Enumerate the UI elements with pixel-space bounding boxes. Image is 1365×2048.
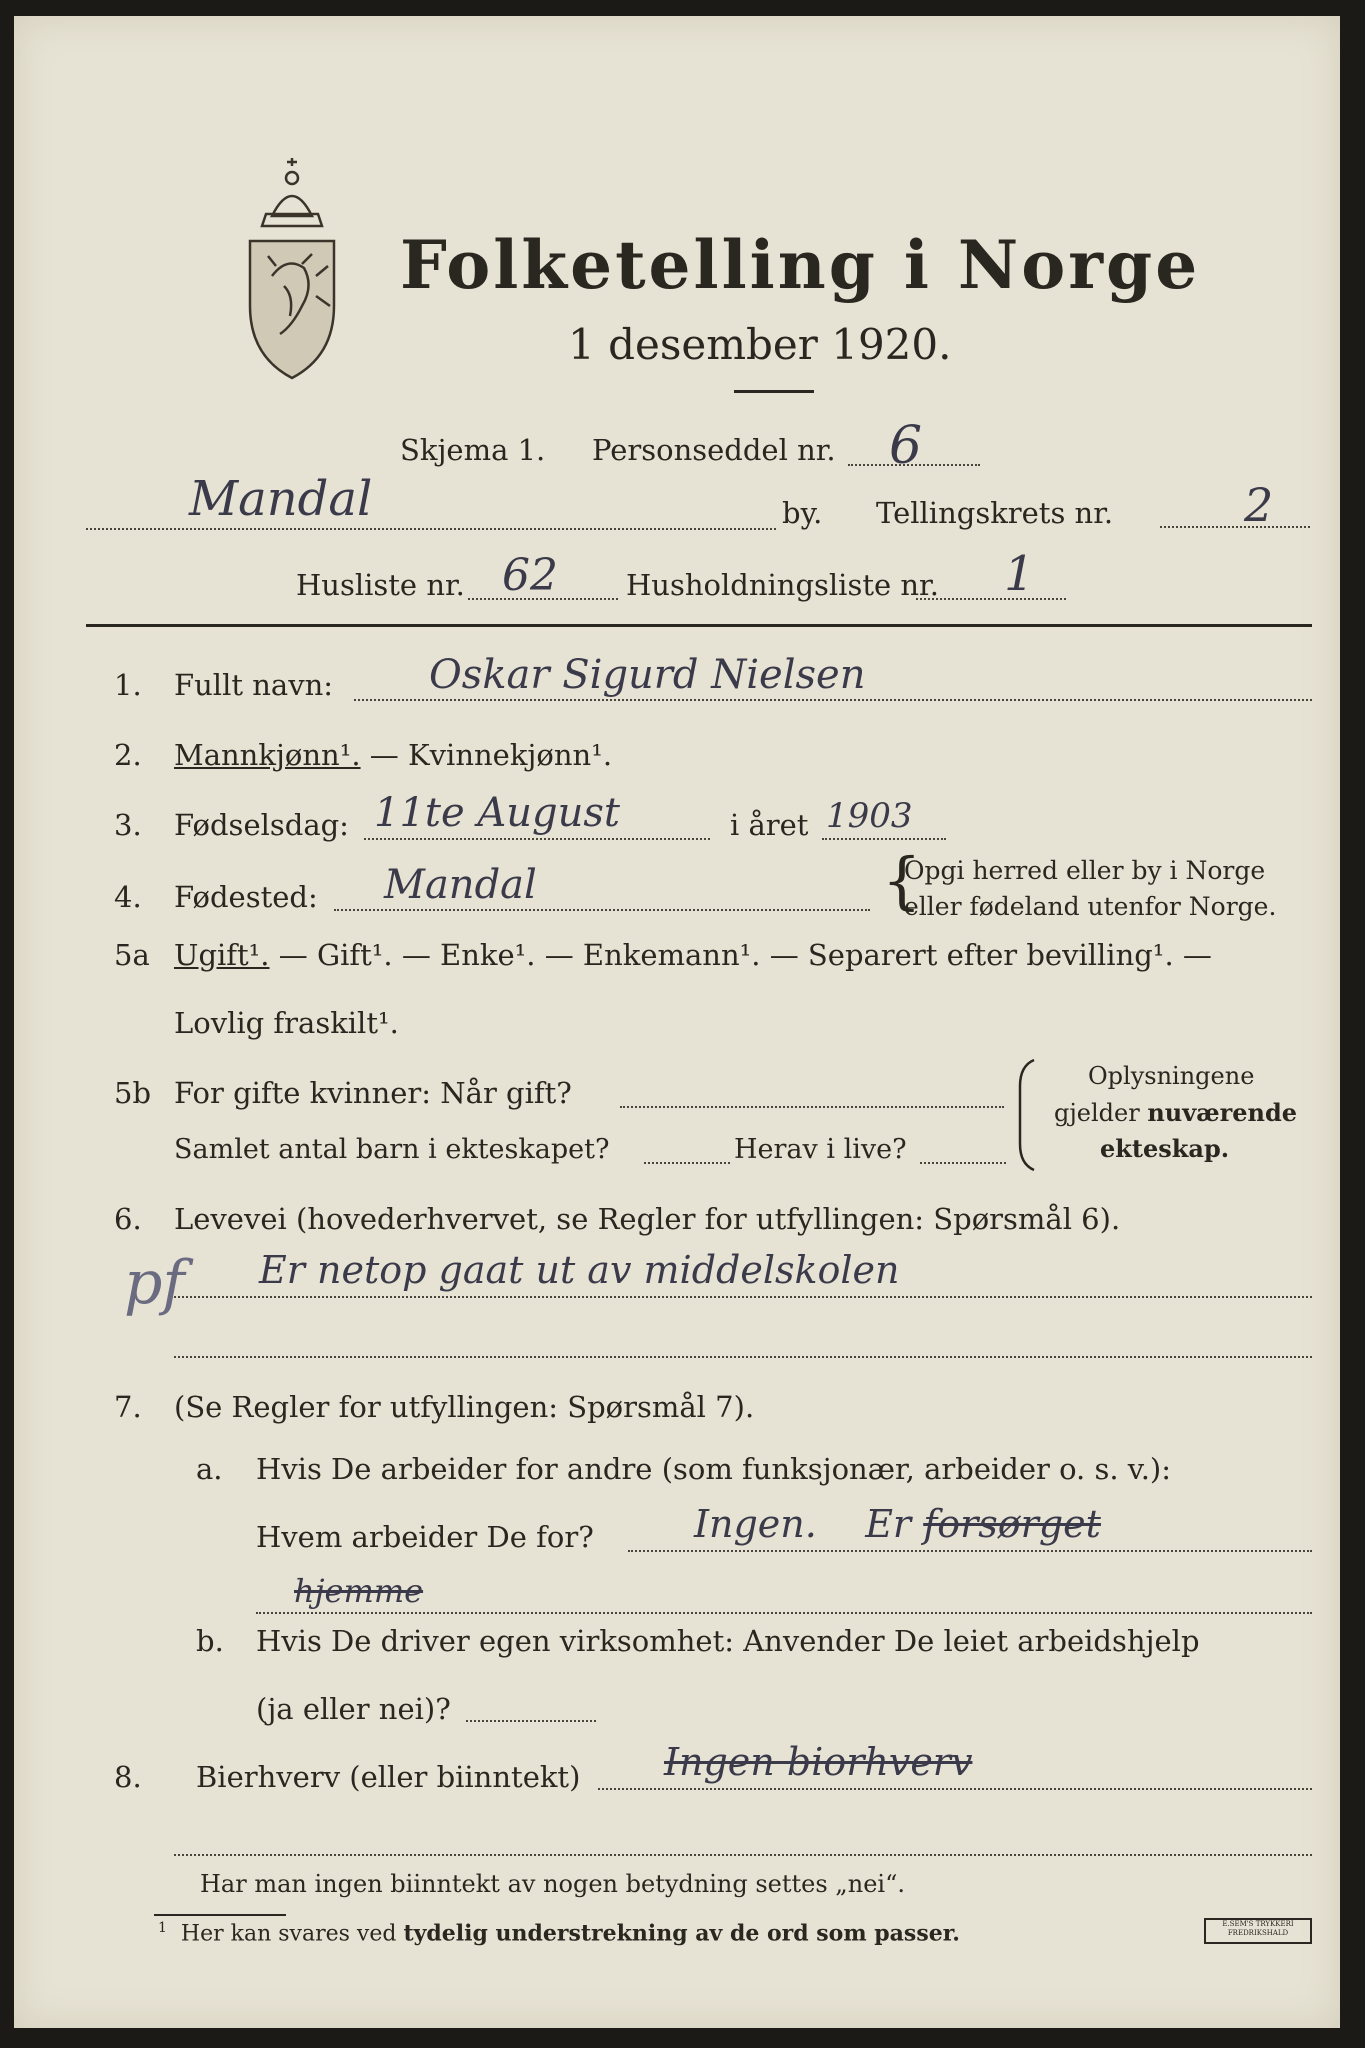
- husholdning-line: [916, 598, 1066, 600]
- q7b-number: b.: [196, 1624, 224, 1658]
- place-line: [86, 528, 776, 530]
- q5a-other-options[interactable]: — Gift¹. — Enke¹. — Enkemann¹. — Separert efter bevilling¹. —: [269, 938, 1212, 972]
- q7b-label-1: Hvis De driver egen virksomhet: Anvender De leiet arbeidshjelp: [256, 1624, 1200, 1658]
- q6-line-2: [174, 1356, 1312, 1358]
- q5b-alive-label: Herav i live?: [734, 1134, 907, 1165]
- q5a-ugift-option[interactable]: Ugift¹.: [174, 938, 270, 972]
- census-form: [14, 16, 1340, 2028]
- q1-line: [354, 699, 1312, 701]
- q6-value[interactable]: Er netop gaat ut av middelskolen: [259, 1248, 900, 1292]
- q5b-note-3: ekteskap.: [1100, 1134, 1230, 1163]
- q5b-married-label: For gifte kvinner: Når gift?: [174, 1076, 572, 1110]
- footnote: [158, 1920, 960, 1946]
- q3-year-line: [822, 838, 946, 840]
- footer-note: Har man ingen biinntekt av nogen betydning settes „nei“.: [200, 1870, 905, 1898]
- q7a-value-2[interactable]: hjemme: [294, 1572, 424, 1610]
- q5b-note-2: [1054, 1098, 1297, 1127]
- footnote-text-a: Her kan svares ved: [180, 1921, 404, 1947]
- q1-label: Fullt navn:: [174, 668, 334, 702]
- husholdning-label: Husholdningsliste nr.: [626, 568, 939, 602]
- q5b-note-2a: gjelder: [1054, 1099, 1148, 1127]
- q5b-alive-line: [920, 1162, 1006, 1164]
- form-title: Folketelling i Norge: [400, 226, 1201, 304]
- q3-day-value[interactable]: 11te August: [374, 790, 620, 836]
- q7b-label-2: (ja eller nei)?: [256, 1692, 451, 1726]
- q6-label: Levevei (hovederhvervet, se Regler for utfyllingen: Spørsmål 6).: [174, 1202, 1121, 1236]
- q7a-value-1: [694, 1502, 1101, 1546]
- place-value[interactable]: Mandal: [189, 471, 373, 527]
- q4-number: 4.: [114, 880, 142, 914]
- q5b-bracket: [1014, 1056, 1038, 1174]
- header-rule: [86, 624, 1312, 627]
- skjema-label: Skjema 1.: [400, 433, 546, 467]
- q6-margin-mark: pf: [124, 1248, 185, 1318]
- by-label: by.: [782, 496, 823, 530]
- title-divider: [734, 390, 814, 393]
- personseddel-label: Personseddel nr.: [592, 433, 836, 467]
- q5b-note-2b: nuværende: [1147, 1098, 1298, 1127]
- q2-options: [174, 738, 612, 772]
- q3-day-line: [364, 838, 710, 840]
- q7a-label-1: Hvis De arbeider for andre (som funksjonær, arbeider o. s. v.):: [256, 1452, 1172, 1486]
- husholdning-value[interactable]: 1: [1004, 546, 1035, 602]
- q8-line-1: [598, 1788, 1312, 1790]
- personseddel-value[interactable]: 6: [889, 416, 923, 476]
- q2-number: 2.: [114, 738, 142, 772]
- coat-of-arms-icon: [232, 156, 352, 386]
- q2-kvinne-option[interactable]: Kvinnekjønn¹.: [408, 738, 613, 772]
- printer-stamp: E.SEM'S TRYKKERI FREDRIKSHALD: [1204, 1918, 1312, 1944]
- q8-number: 8.: [114, 1760, 142, 1794]
- tellingskrets-value[interactable]: 2: [1244, 478, 1274, 532]
- q6-line-1: [174, 1296, 1312, 1298]
- census-date: 1 desember 1920.: [568, 320, 952, 369]
- q7a-value-ingen[interactable]: Ingen.: [694, 1502, 817, 1546]
- footnote-text-b: tydelig understrekning av de ord som passer.: [403, 1920, 960, 1947]
- q1-value[interactable]: Oskar Sigurd Nielsen: [429, 652, 866, 698]
- q5b-married-line: [620, 1106, 1004, 1108]
- q7-label: (Se Regler for utfyllingen: Spørsmål 7).: [174, 1390, 755, 1424]
- q5a-number: 5a: [114, 938, 150, 972]
- q8-label: Bierhverv (eller biinntekt): [196, 1760, 581, 1794]
- q4-note-1: Opgi herred eller by i Norge: [904, 856, 1266, 885]
- footnote-mark: 1: [158, 1920, 167, 1936]
- husliste-label: Husliste nr.: [296, 568, 465, 602]
- q3-label: Fødselsdag:: [174, 808, 349, 842]
- q7a-label-2: Hvem arbeider De for?: [256, 1520, 594, 1554]
- q7a-line-2: [256, 1612, 1312, 1614]
- q5b-children-line: [644, 1162, 730, 1164]
- q7a-line-1: [628, 1550, 1312, 1552]
- q1-number: 1.: [114, 668, 142, 702]
- q4-brace: {: [882, 844, 922, 917]
- q8-value[interactable]: Ingen biorhverv: [664, 1740, 973, 1784]
- q2-separator: —: [360, 738, 408, 772]
- q5a-line2[interactable]: Lovlig fraskilt¹.: [174, 1006, 399, 1040]
- tellingskrets-line: [1160, 526, 1310, 528]
- q4-note-2: eller fødeland utenfor Norge.: [904, 892, 1277, 921]
- q6-number: 6.: [114, 1202, 142, 1236]
- tellingskrets-label: Tellingskrets nr.: [876, 496, 1114, 530]
- q4-value[interactable]: Mandal: [384, 862, 537, 908]
- q7a-number: a.: [196, 1452, 223, 1486]
- q7-number: 7.: [114, 1390, 142, 1424]
- q5b-children-label: Samlet antal barn i ekteskapet?: [174, 1134, 610, 1165]
- q8-line-2: [174, 1854, 1312, 1856]
- q7b-line: [466, 1720, 596, 1722]
- q3-year-label: i året: [730, 808, 809, 842]
- q4-line: [334, 909, 870, 911]
- footnote-rule: [154, 1914, 286, 1916]
- q2-mann-option[interactable]: Mannkjønn¹.: [174, 738, 361, 772]
- q5b-note-1: Oplysningene: [1088, 1062, 1255, 1090]
- husliste-value[interactable]: 62: [502, 550, 558, 601]
- q7a-value-struck[interactable]: forsørget: [923, 1502, 1101, 1546]
- q5b-number: 5b: [114, 1076, 152, 1110]
- q4-label: Fødested:: [174, 880, 318, 914]
- q3-year-value[interactable]: 1903: [826, 796, 913, 836]
- q5a-options: [174, 938, 1212, 972]
- q7a-value-er[interactable]: Er: [865, 1502, 912, 1546]
- q3-number: 3.: [114, 808, 142, 842]
